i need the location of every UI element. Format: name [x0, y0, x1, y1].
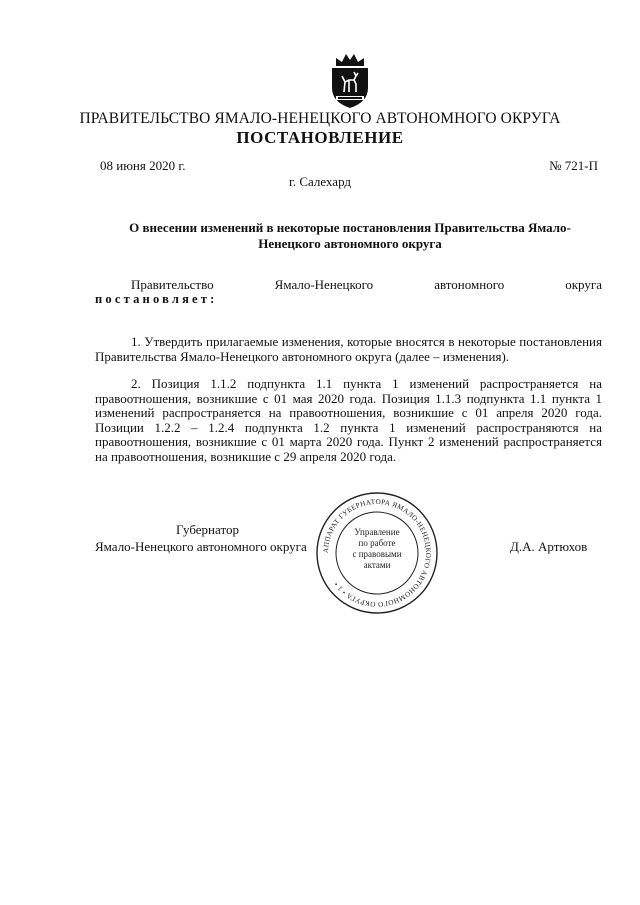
preamble-word: Ямало-Ненецкого — [274, 277, 374, 292]
document-number: № 721-П — [549, 158, 598, 173]
document-type: ПОСТАНОВЛЕНИЕ — [236, 128, 404, 147]
stamp-text: актами — [363, 560, 391, 570]
stamp-text: по работе — [358, 538, 396, 548]
preamble-word: округа — [565, 277, 602, 292]
stamp-text: с правовыми — [352, 549, 402, 559]
paragraph: 1. Утвердить прилагаемые изменения, которые вносятся в некоторые постановления Правительства Ямало-Ненецкого автономного округа (далее – изменения). — [95, 334, 602, 364]
document-city: г. Салехард — [288, 174, 352, 189]
decree-word: постановляет: — [95, 292, 218, 306]
document-date: 08 июня 2020 г. — [100, 158, 186, 173]
paragraph: 2. Позиция 1.1.2 подпункта 1.1 пункта 1 изменений распространяется на правоотношения, возникшие с 01 мая 2020 года. Позиция 1.1.3 подпункта 1.1 пункта 1 изменений распространяется на правоотношения, возникшие с 01 апреля 2020 года. Позиции 1.2.2 – 1.2.4 подпункта 1.2 пункта 1 изменений распространяются на правоотношения, возникшие с 01 марта 2020 года. Пункт 2 изменений распространяется на правоотношения, возникшие с 29 апреля 2020 года. — [95, 376, 602, 464]
signer-title: Губернатор — [176, 522, 239, 537]
official-stamp — [315, 491, 439, 615]
government-name: ПРАВИТЕЛЬСТВО ЯМАЛО-НЕНЕЦКОГО АВТОНОМНОГО ОКРУГА — [79, 110, 561, 127]
signer-title: Ямало-Ненецкого автономного округа — [95, 539, 307, 554]
preamble — [95, 277, 602, 293]
preamble-word: автономного — [434, 277, 505, 292]
yanao-coat-of-arms-icon — [327, 52, 373, 110]
stamp-text: Управление — [354, 527, 400, 537]
stamp-ring-text: АППАРАТ ГУБЕРНАТОРА ЯМАЛО-НЕНЕЦКОГО АВТОНОМНОГО ОКРУГА • 1 • — [321, 497, 433, 609]
document-title: О внесении изменений в некоторые постановления Правительства Ямало-Ненецкого автономного округа — [129, 220, 571, 251]
signer-name: Д.А. Артюхов — [510, 539, 588, 554]
preamble-word: Правительство — [131, 277, 214, 292]
